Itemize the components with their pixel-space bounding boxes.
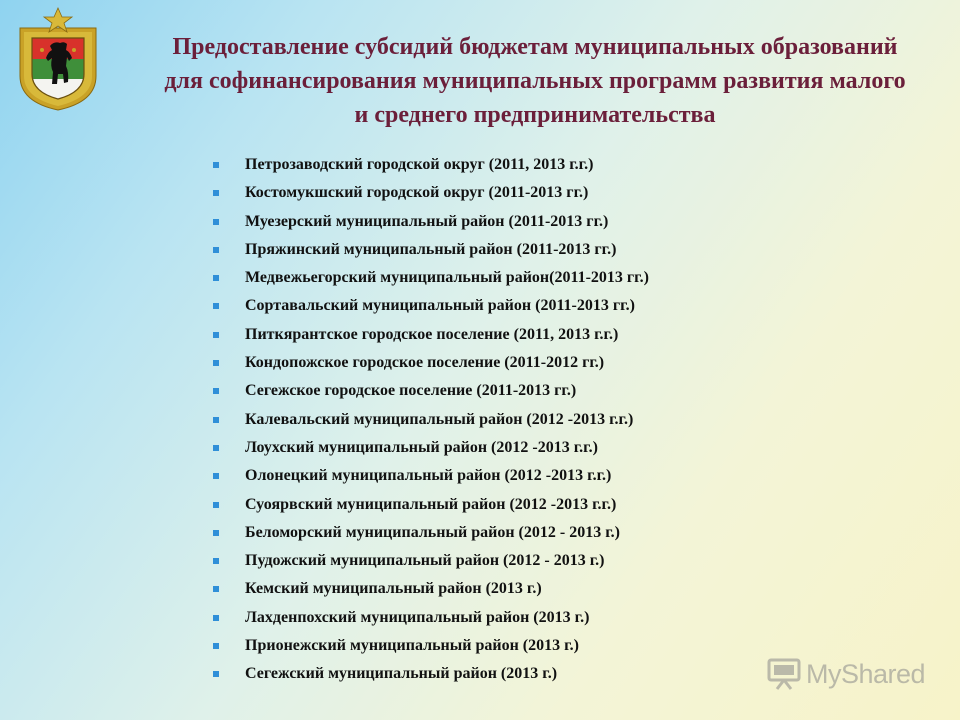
- list-item: [210, 434, 649, 462]
- square-bullet-icon: [213, 558, 219, 564]
- list-item: [210, 349, 649, 377]
- list-item: [210, 236, 649, 264]
- list-item: [210, 151, 649, 179]
- karelia-coat-of-arms-icon: [12, 6, 104, 112]
- square-bullet-icon: [213, 615, 219, 621]
- list-item-text: Сегежский муниципальный район (2013 г.): [245, 665, 558, 683]
- list-item: [210, 377, 649, 405]
- list-item-text: Пряжинский муниципальный район (2011-2013 гг.): [245, 240, 617, 258]
- list-item: [210, 179, 649, 207]
- list-item-text: Медвежьегорский муниципальный район(2011-2013 гг.): [245, 269, 649, 287]
- list-item: [210, 575, 649, 603]
- list-item-text: Суоярвский муниципальный район (2012 -2013 г.г.): [245, 495, 617, 513]
- square-bullet-icon: [213, 360, 219, 366]
- list-item: [210, 321, 649, 349]
- title-line-3: и среднего предпринимательства: [354, 102, 716, 128]
- watermark: [766, 656, 925, 692]
- square-bullet-icon: [213, 275, 219, 281]
- square-bullet-icon: [213, 190, 219, 196]
- list-item-text: Костомукшский городской округ (2011-2013 гг.): [245, 184, 589, 202]
- square-bullet-icon: [213, 247, 219, 253]
- list-item: [210, 660, 649, 688]
- square-bullet-icon: [213, 303, 219, 309]
- list-item-text: Пудожский муниципальный район (2012 - 2013 г.): [245, 552, 605, 570]
- square-bullet-icon: [213, 162, 219, 168]
- square-bullet-icon: [213, 219, 219, 225]
- list-item: [210, 208, 649, 236]
- list-item-text: Калевальский муниципальный район (2012 -2013 г.г.): [245, 410, 634, 428]
- list-item: [210, 547, 649, 575]
- list-item: [210, 406, 649, 434]
- square-bullet-icon: [213, 445, 219, 451]
- square-bullet-icon: [213, 388, 219, 394]
- square-bullet-icon: [213, 530, 219, 536]
- square-bullet-icon: [213, 502, 219, 508]
- list-item: [210, 604, 649, 632]
- list-item: [210, 462, 649, 490]
- list-item-text: Кондопожское городское поселение (2011-2012 гг.): [245, 354, 605, 372]
- page-title: [110, 30, 960, 132]
- list-item-text: Муезерский муниципальный район (2011-2013 гг.): [245, 212, 609, 230]
- square-bullet-icon: [213, 671, 219, 677]
- list-item-text: Прионежский муниципальный район (2013 г.): [245, 637, 579, 655]
- title-line-1: Предоставление субсидий бюджетам муниципальных образований: [172, 34, 898, 60]
- square-bullet-icon: [213, 417, 219, 423]
- watermark-text: MyShared: [806, 658, 926, 689]
- list-item-text: Беломорский муниципальный район (2012 - 2013 г.): [245, 523, 620, 541]
- list-item-text: Питкярантское городское поселение (2011, 2013 г.г.): [245, 325, 619, 343]
- square-bullet-icon: [213, 586, 219, 592]
- list-item-text: Лахденпохский муниципальный район (2013 г.): [245, 608, 590, 626]
- municipality-list: [210, 151, 649, 689]
- list-item: [210, 632, 649, 660]
- title-line-2: для софинансирования муниципальных программ развития малого: [164, 68, 906, 94]
- square-bullet-icon: [213, 332, 219, 338]
- list-item-text: Сегежское городское поселение (2011-2013 гг.): [245, 382, 577, 400]
- list-item: [210, 264, 649, 292]
- square-bullet-icon: [213, 643, 219, 649]
- list-item: [210, 292, 649, 320]
- presentation-board-icon: [766, 657, 802, 691]
- list-item: [210, 519, 649, 547]
- list-item: [210, 491, 649, 519]
- square-bullet-icon: [213, 473, 219, 479]
- list-item-text: Сортавальский муниципальный район (2011-2013 гг.): [245, 297, 635, 315]
- list-item-text: Лоухский муниципальный район (2012 -2013 г.г.): [245, 438, 598, 456]
- list-item-text: Олонецкий муниципальный район (2012 -2013 г.г.): [245, 467, 612, 485]
- list-item-text: Петрозаводский городской округ (2011, 2013 г.г.): [245, 156, 594, 173]
- list-item-text: Кемский муниципальный район (2013 г.): [245, 580, 542, 598]
